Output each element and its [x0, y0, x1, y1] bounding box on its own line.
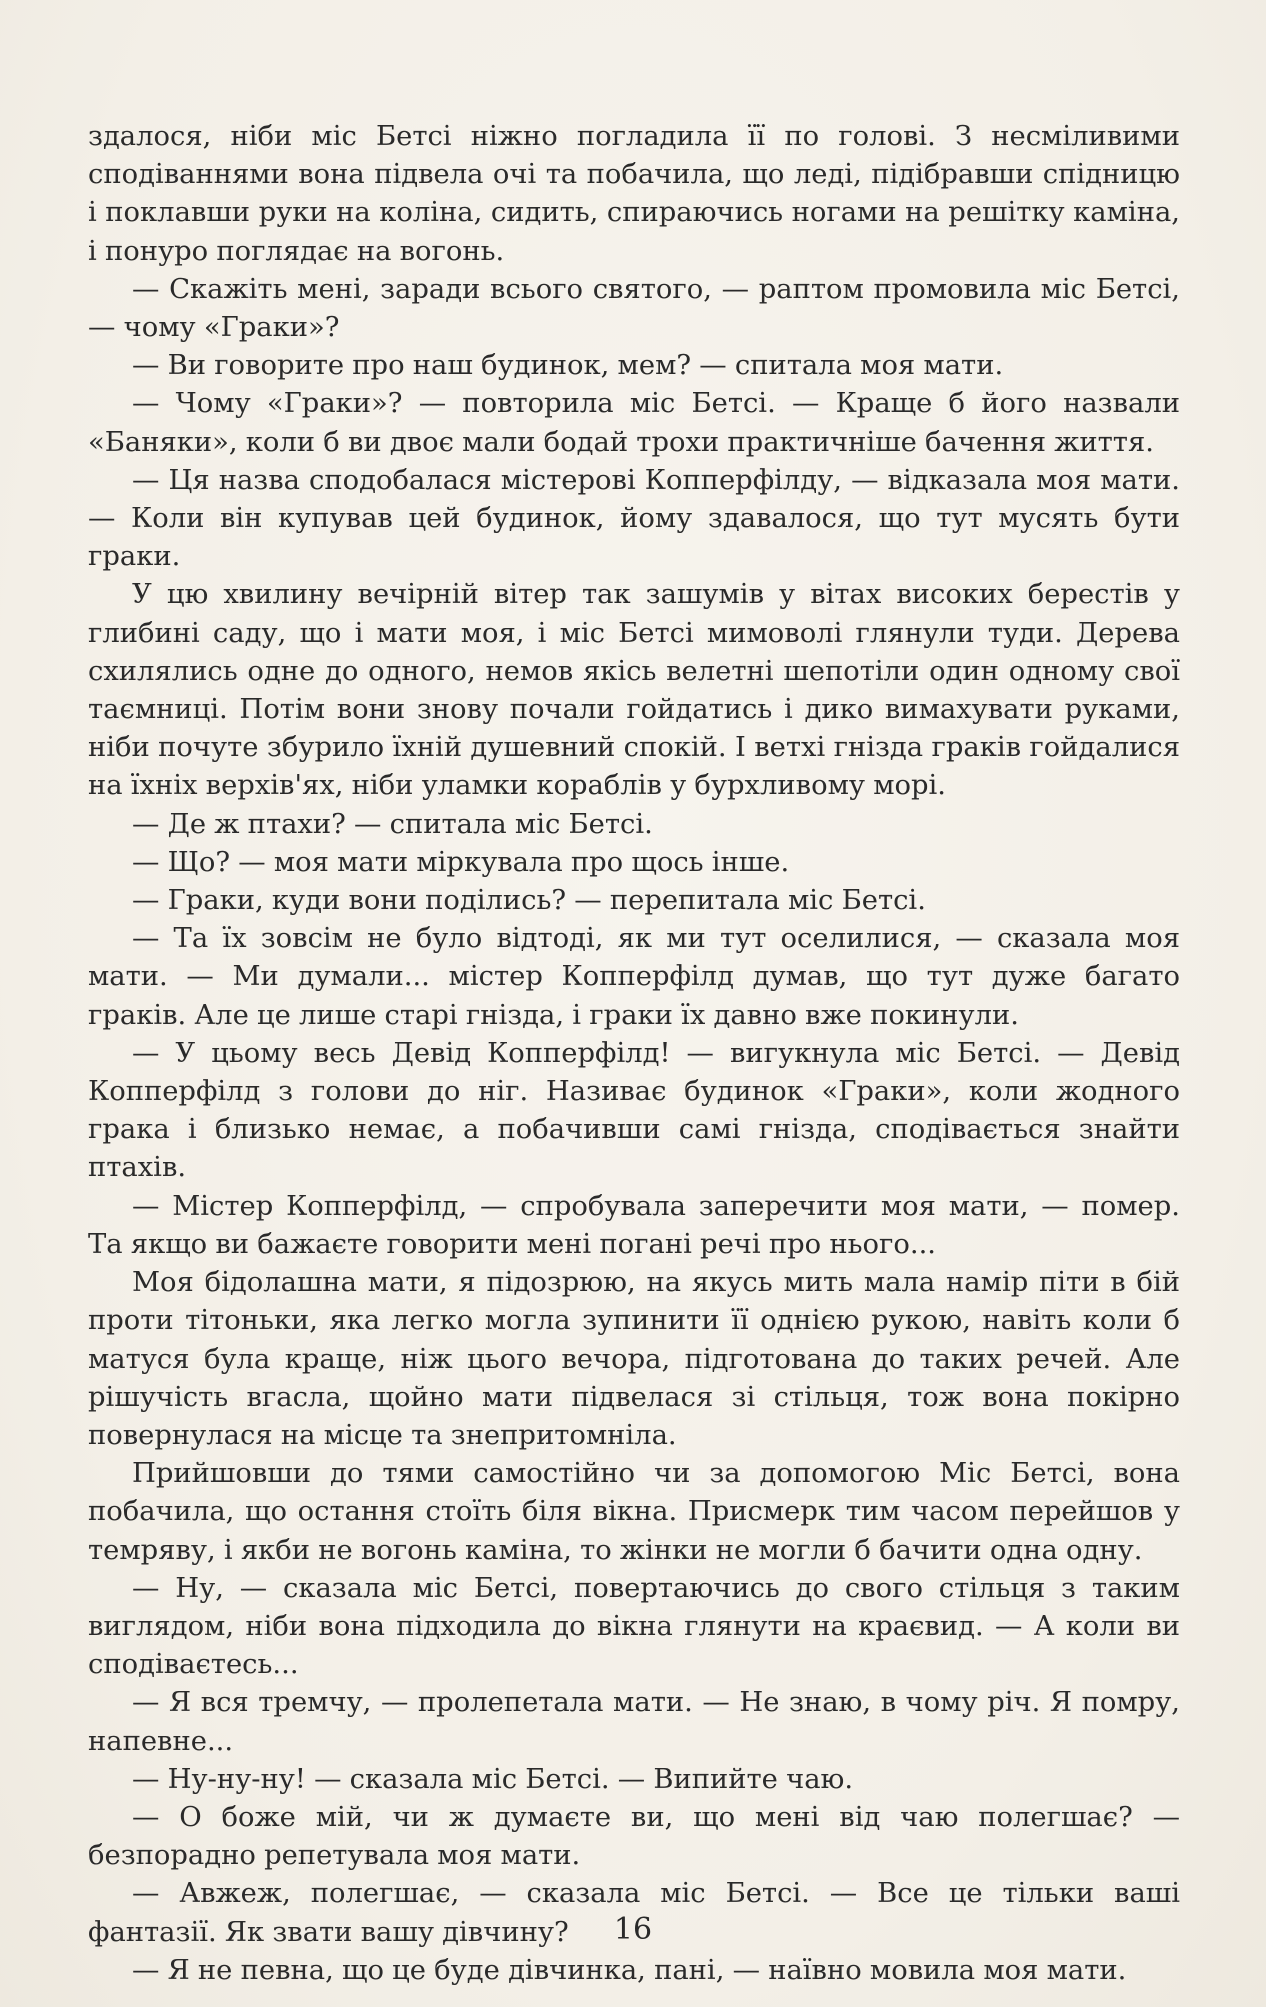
paragraph-19: — Авжеж, полегшає, — сказала міс Бетсі. — Все це тільки ваші фантазії. Як звати вашу дівчину? — [88, 1878, 1180, 1948]
paragraph-8: — Що? — моя мати міркувала про щось інше. — [132, 846, 790, 878]
paragraph-7: — Де ж птахи? — спитала міс Бетсі. — [132, 808, 653, 840]
paragraph-14: Прийшовши до тями самостійно чи за допомогою Міс Бетсі, вона побачила, що остання стоїть біля вікна. Присмерк тим часом перейшов у темряву, і якби не вогонь каміна, то жінки не могли б бачити одна одну. — [88, 1458, 1180, 1566]
paragraph-20: — Я не певна, що це буде дівчинка, пані, — наївно мовила моя мати. — [132, 1954, 1127, 1986]
paragraph-12: — Містер Копперфілд, — спробувала заперечити моя мати, — помер. Та якщо ви бажаєте говорити мені погані речі про нього... — [88, 1190, 1180, 1260]
paragraph-2: — Скажіть мені, заради всього святого, — раптом промовила міс Бетсі, — чому «Граки»? — [88, 273, 1180, 344]
paragraph-18: — О боже мій, чи ж думаєте ви, що мені від чаю полегшає? — безпорадно репетувала моя мати. — [88, 1801, 1180, 1872]
paragraph-4: — Чому «Граки»? — повторила міс Бетсі. — Краще б його назвали «Баняки», коли б ви двоє мали бодай трохи практичніше бачення життя. — [88, 388, 1180, 458]
body-text — [88, 118, 1180, 1990]
paragraph-9: — Граки, куди вони поділись? — перепитала міс Бетсі. — [132, 885, 926, 917]
paragraph-10: — Та їх зовсім не було відтоді, як ми тут оселилися, — сказала моя мати. — Ми думали... містер Копперфілд думав, що тут дуже багато граків. Але це лише старі гнізда, і граки їх давно вже покинули. — [88, 923, 1180, 1031]
paragraph-11: — У цьому весь Девід Копперфілд! — вигукнула міс Бетсі. — Девід Копперфілд з голови до ніг. Називає будинок «Граки», коли жодного грака і близько немає, а побачивши самі гнізда, сподівається знайти птахів. — [88, 1037, 1180, 1184]
paragraph-17: — Ну-ну-ну! — сказала міс Бетсі. — Випийте чаю. — [132, 1763, 854, 1795]
paragraph-3: — Ви говорите про наш будинок, мем? — спитала моя мати. — [132, 350, 1004, 382]
paragraph-1: здалося, ніби міс Бетсі ніжно погладила її по голові. З несміливими сподіваннями вона підвела очі та побачила, що леді, підібравши спідницю і поклавши руки на коліна, сидить, спираючись ногами на решітку каміна, і понуро поглядає на вогонь. — [88, 121, 1180, 267]
paragraph-5: — Ця назва сподобалася містерові Копперфілду, — відказала моя мати. — Коли він купував цей будинок, йому здавалося, що тут мусять бути граки. — [88, 464, 1180, 573]
paragraph-16: — Я вся тремчу, — пролепетала мати. — Не знаю, в чому річ. Я помру, напевне... — [88, 1687, 1180, 1757]
page-number: 16 — [613, 1912, 653, 1947]
paragraph-15: — Ну, — сказала міс Бетсі, повертаючись до свого стільця з таким виглядом, ніби вона підходила до вікна глянути на краєвид. — А коли ви сподіваєтесь... — [88, 1572, 1180, 1681]
paragraph-6: У цю хвилину вечірній вітер так зашумів у вітах високих берестів у глибині саду, що і мати моя, і міс Бетсі мимоволі глянули туди. Дерева схилялись одне до одного, немов якісь велетні шепотіли один одному свої таємниці. Потім вони знову почали гойдатись і дико вимахувати руками, ніби почуте збурило їхній душевний спокій. І ветхі гнізда граків гойдалися на їхніх верхів'ях, ніби уламки кораблів у бурхливому морі. — [88, 579, 1180, 802]
paragraph-13: Моя бідолашна мати, я підозрюю, на якусь мить мала намір піти в бій проти тітоньки, яка легко могла зупинити її однією рукою, навіть коли б матуся була краще, ніж цього вечора, підготована до таких речей. Але рішучість вгасла, щойно мати підвелася зі стільця, тож вона покірно повернулася на місце та знепритомніла. — [88, 1267, 1180, 1451]
